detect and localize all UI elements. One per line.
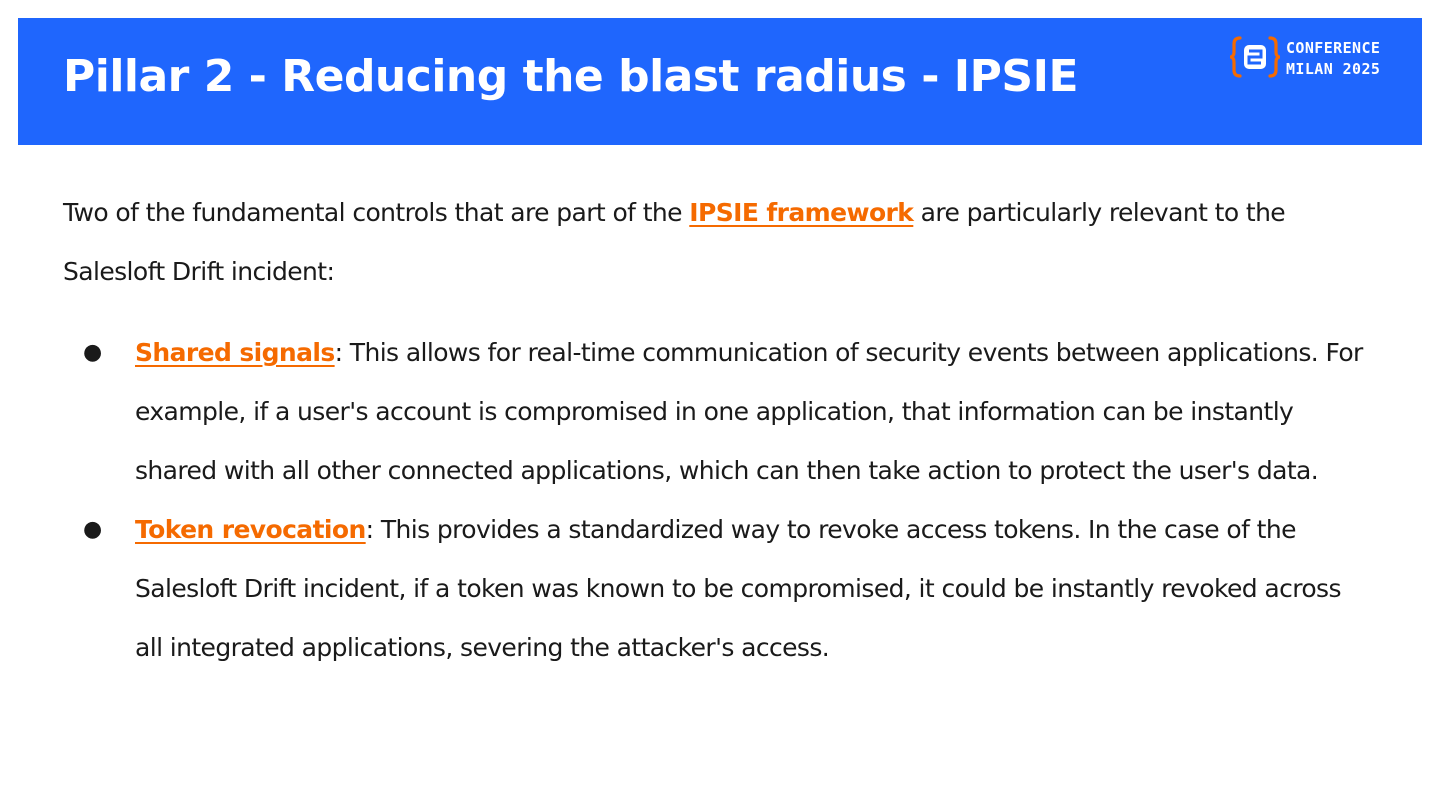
intro-text-before: Two of the fundamental controls that are part of the xyxy=(63,198,690,227)
controls-list xyxy=(63,323,1363,677)
conference-logo xyxy=(1230,35,1400,79)
list-item-shared-signals xyxy=(63,323,1363,500)
bullet-icon: ● xyxy=(83,517,102,542)
slide-body xyxy=(63,183,1363,677)
token-revocation-description: : This provides a standardized way to revoke access tokens. In the case of the Salesloft Drift incident, if a token was known to be compromised, it could be instantly revoked across all integrated applications, severing the attacker's access. xyxy=(135,515,1341,662)
list-item-token-revocation xyxy=(63,500,1363,677)
bullet-icon: ● xyxy=(83,340,102,365)
intro-paragraph xyxy=(63,183,1363,301)
conference-logo-icon xyxy=(1230,35,1280,79)
logo-line-conference: CONFERENCE xyxy=(1286,39,1381,57)
intro-text-after: are particularly relevant to the Salesloft Drift incident: xyxy=(63,198,1286,286)
ipsie-framework-link[interactable]: IPSIE framework xyxy=(689,198,914,227)
title-banner xyxy=(18,18,1422,145)
slide-title: Pillar 2 - Reducing the blast radius - IPSIE xyxy=(63,51,1079,102)
conference-logo-text xyxy=(1286,38,1380,80)
shared-signals-link[interactable]: Shared signals xyxy=(135,338,335,367)
token-revocation-link[interactable]: Token revocation xyxy=(135,515,366,544)
shared-signals-description: : This allows for real-time communication of security events between applications. For example, if a user's account is compromised in one application, that information can be instantly shared with all other connected applications, which can then take action to protect the user's data. xyxy=(135,338,1363,485)
logo-line-city-year: MILAN 2025 xyxy=(1286,60,1381,78)
